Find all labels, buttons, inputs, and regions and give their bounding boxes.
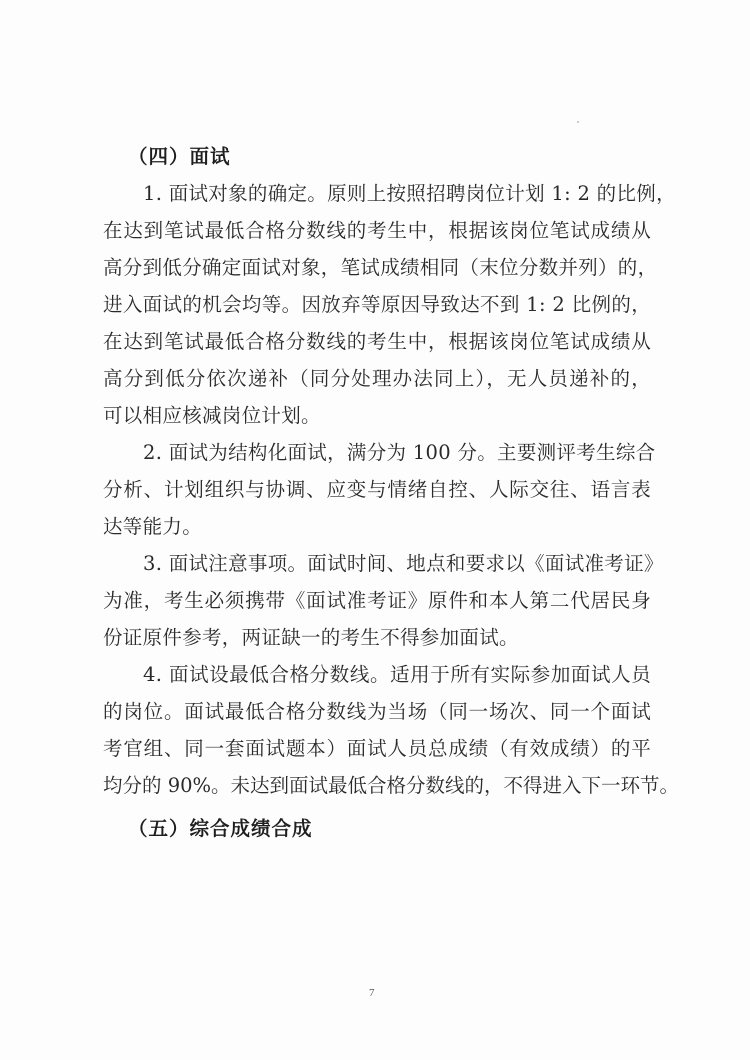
text-line: 高分到低分确定面试对象，笔试成绩相同（末位分数并列）的，: [103, 256, 658, 279]
scan-speck: [577, 121, 579, 123]
section-heading-composite-score: （五）综合成绩合成: [128, 817, 313, 840]
text-line: 高分到低分依次递补（同分处理办法同上），无人员递补的，: [103, 367, 651, 390]
text-line: 份证原件参考，两证缺一的考生不得参加面试。: [103, 626, 519, 649]
text-line: 均分的 90%。未达到面试最低合格分数线的，不得进入下一环节。: [103, 774, 680, 797]
text-line: 为准，考生必须携带《面试准考证》原件和本人第二代居民身: [103, 589, 651, 612]
page-number: 7: [369, 987, 375, 999]
text-line: 在达到笔试最低合格分数线的考生中，根据该岗位笔试成绩从: [103, 219, 651, 242]
text-line: 2. 面试为结构化面试，满分为 100 分。主要测评考生综合: [143, 441, 656, 464]
text-line: 1. 面试对象的确定。原则上按照招聘岗位计划 1: 2 的比例，: [143, 182, 676, 205]
section-heading-interview: （四）面试: [128, 145, 231, 168]
text-line: 进入面试的机会均等。因放弃等原因导致达不到 1: 2 比例的，: [103, 293, 651, 316]
text-line: 可以相应核减岗位计划。: [103, 404, 321, 427]
text-line: 的岗位。面试最低合格分数线为当场（同一场次、同一个面试: [103, 700, 651, 723]
text-line: 达等能力。: [103, 515, 203, 538]
text-line: 分析、计划组织与协调、应变与情绪自控、人际交往、语言表: [103, 478, 651, 501]
text-line: 3. 面试注意事项。面试时间、地点和要求以《面试准考证》: [143, 552, 664, 575]
text-line: 在达到笔试最低合格分数线的考生中，根据该岗位笔试成绩从: [103, 330, 651, 353]
text-line: 4. 面试设最低合格分数线。适用于所有实际参加面试人员: [143, 663, 651, 686]
text-line: 考官组、同一套面试题本）面试人员总成绩（有效成绩）的平: [103, 737, 651, 760]
